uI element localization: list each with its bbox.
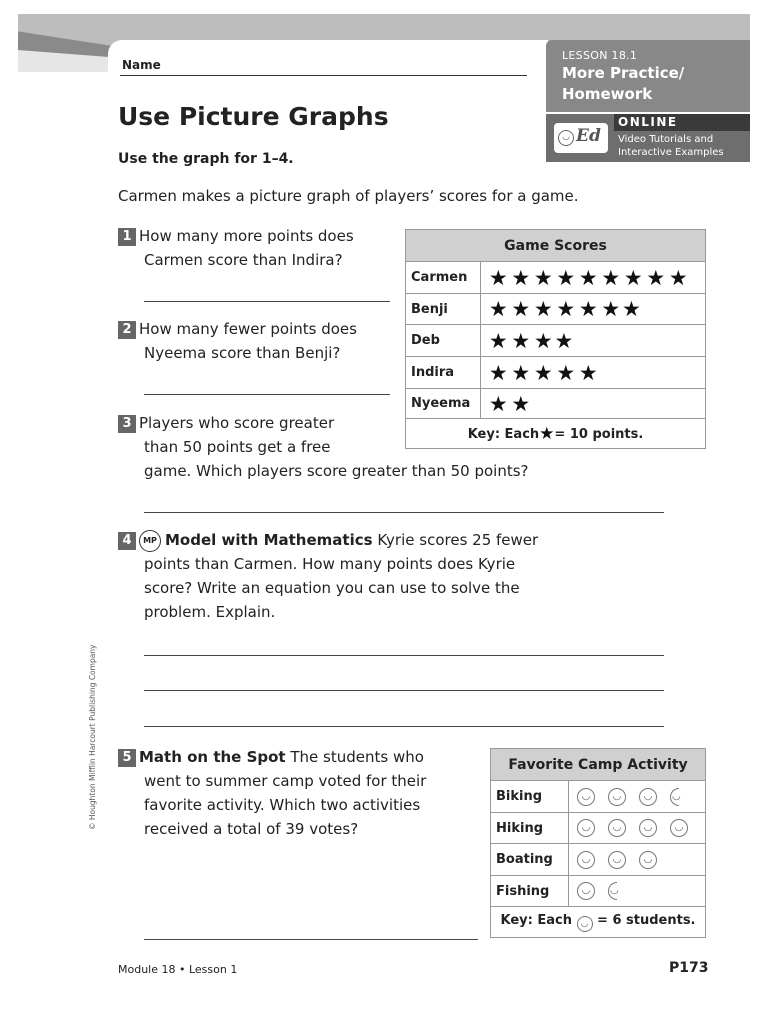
row-label: Nyeema xyxy=(406,389,481,419)
star-row xyxy=(481,389,706,419)
star-icon: ★ xyxy=(488,360,508,385)
star-row xyxy=(481,262,706,294)
ed-logo xyxy=(554,123,608,153)
online-description xyxy=(618,133,724,159)
graph-key xyxy=(406,419,706,449)
name-field[interactable] xyxy=(120,75,527,76)
question-text: game. Which players score greater than 50 points? xyxy=(144,462,529,480)
star-icon: ★ xyxy=(578,297,598,321)
question-text: went to summer camp voted for their xyxy=(144,772,427,790)
star-icon: ★ xyxy=(533,360,553,385)
question-text: The students who xyxy=(285,748,424,766)
intro-text: Carmen makes a picture graph of players’ scores for a game. xyxy=(118,187,579,205)
star-icon: ★ xyxy=(578,360,598,385)
smiley-face-icon: ◡ xyxy=(608,819,626,837)
question-5 xyxy=(118,745,478,841)
star-icon: ★ xyxy=(511,265,531,290)
star-icon: ★ xyxy=(488,328,508,353)
half-smiley-face-icon: ◡ xyxy=(670,788,679,806)
online-desc-line-2: Interactive Examples xyxy=(618,147,724,158)
lesson-title-line-2: Homework xyxy=(562,85,653,103)
question-text: Carmen score than Indira? xyxy=(144,251,343,269)
star-icon: ★ xyxy=(488,265,508,290)
ed-logo-text: Ed xyxy=(576,126,601,146)
smiley-face-icon: ◡ xyxy=(639,851,657,869)
name-label: Name xyxy=(122,58,161,72)
star-row xyxy=(481,325,706,357)
smiley-face-icon: ◡ xyxy=(577,851,595,869)
smiley-icon: ◡ xyxy=(558,130,574,146)
question-number: 2 xyxy=(118,321,136,339)
question-number: 1 xyxy=(118,228,136,246)
row-label: Indira xyxy=(406,357,481,389)
row-label: Benji xyxy=(406,294,481,325)
row-label: Hiking xyxy=(491,813,569,844)
key-suffix: = 6 students. xyxy=(597,912,696,928)
face-row xyxy=(569,781,706,813)
online-resources[interactable] xyxy=(546,114,750,162)
star-icon: ★ xyxy=(668,265,688,290)
practice-tag: Math on the Spot xyxy=(139,748,286,766)
star-icon: ★ xyxy=(646,265,666,290)
answer-line-1[interactable] xyxy=(144,301,390,302)
star-icon: ★ xyxy=(623,265,643,290)
lesson-number: LESSON 18.1 xyxy=(562,49,638,62)
camp-activity-graph xyxy=(490,748,706,938)
answer-line-3[interactable] xyxy=(144,512,664,513)
game-scores-graph xyxy=(405,229,706,449)
smiley-face-icon: ◡ xyxy=(577,882,595,900)
question-text: Nyeema score than Benji? xyxy=(144,344,341,362)
star-icon: ★ xyxy=(556,297,576,321)
question-text: score? Write an equation you can use to solve the xyxy=(144,579,520,597)
graph-title: Game Scores xyxy=(406,230,706,262)
smiley-face-icon: ◡ xyxy=(608,851,626,869)
question-text: problem. Explain. xyxy=(144,603,276,621)
star-row xyxy=(481,294,706,325)
graph-key xyxy=(491,907,706,938)
key-prefix: Key: Each xyxy=(500,912,572,928)
row-label: Deb xyxy=(406,325,481,357)
row-label: Boating xyxy=(491,844,569,876)
online-desc-line-1: Video Tutorials and xyxy=(618,134,714,145)
key-suffix: = 10 points. xyxy=(554,426,644,442)
star-icon: ★ xyxy=(601,297,621,321)
answer-line-4b[interactable] xyxy=(144,690,664,691)
star-icon: ★ xyxy=(511,391,531,416)
smiley-face-icon: ◡ xyxy=(608,788,626,806)
online-label: ONLINE xyxy=(614,114,750,131)
answer-line-5[interactable] xyxy=(144,939,478,940)
instruction: Use the graph for 1–4. xyxy=(118,151,294,167)
copyright: © Houghton Mifflin Harcourt Publishing Company xyxy=(88,644,97,830)
question-number: 5 xyxy=(118,749,136,767)
row-label: Fishing xyxy=(491,876,569,907)
star-icon: ★ xyxy=(511,360,531,385)
question-text: than 50 points get a free xyxy=(144,438,331,456)
question-text: How many fewer points does xyxy=(139,320,357,338)
smiley-face-icon: ◡ xyxy=(639,819,657,837)
star-icon: ★ xyxy=(488,297,508,321)
half-star-icon: ★ xyxy=(622,297,641,321)
answer-line-4a[interactable] xyxy=(144,655,664,656)
answer-line-2[interactable] xyxy=(144,394,390,395)
smiley-face-icon: ◡ xyxy=(670,819,688,837)
smiley-face-icon: ◡ xyxy=(577,819,595,837)
lesson-badge xyxy=(546,40,750,112)
question-2 xyxy=(118,317,388,365)
question-1 xyxy=(118,224,388,272)
star-icon: ★ xyxy=(533,297,553,321)
footer-module: Module 18 • Lesson 1 xyxy=(118,963,238,976)
face-row xyxy=(569,813,706,844)
star-icon: ★ xyxy=(601,265,621,290)
answer-line-4c[interactable] xyxy=(144,726,664,727)
key-prefix: Key: Each xyxy=(467,426,540,442)
star-icon: ★ xyxy=(488,391,508,416)
question-text: How many more points does xyxy=(139,227,354,245)
star-icon: ★ xyxy=(578,265,598,290)
half-smiley-face-icon: ◡ xyxy=(608,882,617,900)
page-number: P173 xyxy=(669,960,709,976)
row-label: Carmen xyxy=(406,262,481,294)
question-text: favorite activity. Which two activities xyxy=(144,796,421,814)
star-icon: ★ xyxy=(539,423,555,444)
star-icon: ★ xyxy=(511,297,531,321)
question-text: Players who score greater xyxy=(139,414,335,432)
lesson-title-line-1: More Practice/ xyxy=(562,64,685,82)
graph-title: Favorite Camp Activity xyxy=(491,749,706,781)
star-icon: ★ xyxy=(511,328,531,353)
practice-tag: Model with Mathematics xyxy=(165,531,373,549)
header-paper xyxy=(108,40,548,80)
star-icon: ★ xyxy=(556,265,576,290)
question-text: points than Carmen. How many points does Kyrie xyxy=(144,555,516,573)
question-4 xyxy=(118,528,598,624)
star-row xyxy=(481,357,706,389)
half-star-icon: ★ xyxy=(554,328,574,353)
smiley-face-icon: ◡ xyxy=(577,788,595,806)
star-icon: ★ xyxy=(533,328,553,353)
star-icon: ★ xyxy=(533,265,553,290)
face-row xyxy=(569,876,706,907)
smiley-face-icon: ◡ xyxy=(577,916,593,932)
star-icon: ★ xyxy=(556,360,576,385)
question-text: Kyrie scores 25 fewer xyxy=(372,531,539,549)
smiley-face-icon: ◡ xyxy=(639,788,657,806)
mp-icon: MP xyxy=(139,530,161,552)
question-number: 4 xyxy=(118,532,136,550)
row-label: Biking xyxy=(491,781,569,813)
question-number: 3 xyxy=(118,415,136,433)
face-row xyxy=(569,844,706,876)
page-title: Use Picture Graphs xyxy=(118,102,389,131)
question-text: received a total of 39 votes? xyxy=(144,820,359,838)
